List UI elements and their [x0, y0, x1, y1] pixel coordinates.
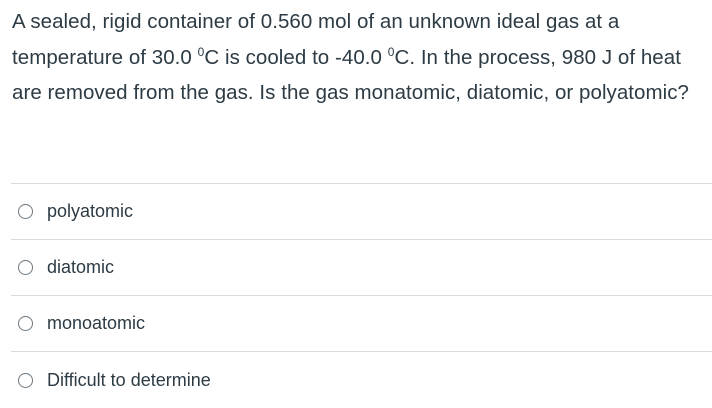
radio-button-icon[interactable] [18, 260, 33, 275]
degree-superscript-1: 0 [197, 44, 205, 59]
question-text-part-1: A sealed, rigid container of 0.560 mol of an unknown ideal gas at a temperature of 30.0 [12, 10, 620, 69]
radio-button-icon[interactable] [18, 204, 33, 219]
question-text-part-2: C is cooled to -40.0 [204, 45, 388, 69]
answer-option-monoatomic[interactable] [11, 296, 712, 352]
answer-label[interactable]: Difficult to determine [47, 369, 211, 390]
answer-options [11, 183, 712, 408]
answer-label[interactable]: polyatomic [47, 201, 134, 221]
radio-button-icon[interactable] [18, 373, 33, 388]
question-text-part-3: C. In the process, 980 J of heat are removed from the gas. Is the gas monatomic, diatomic, or polyatomic? [12, 45, 689, 104]
answer-option-polyatomic[interactable] [11, 184, 712, 240]
answer-option-difficult-to-determine[interactable] [11, 352, 712, 408]
degree-superscript-2: 0 [387, 44, 395, 59]
radio-button-icon[interactable] [18, 316, 33, 331]
answer-label[interactable]: monoatomic [47, 313, 146, 333]
answer-label[interactable]: diatomic [47, 257, 115, 277]
answer-option-diatomic[interactable] [11, 240, 712, 296]
question-text [12, 4, 708, 111]
